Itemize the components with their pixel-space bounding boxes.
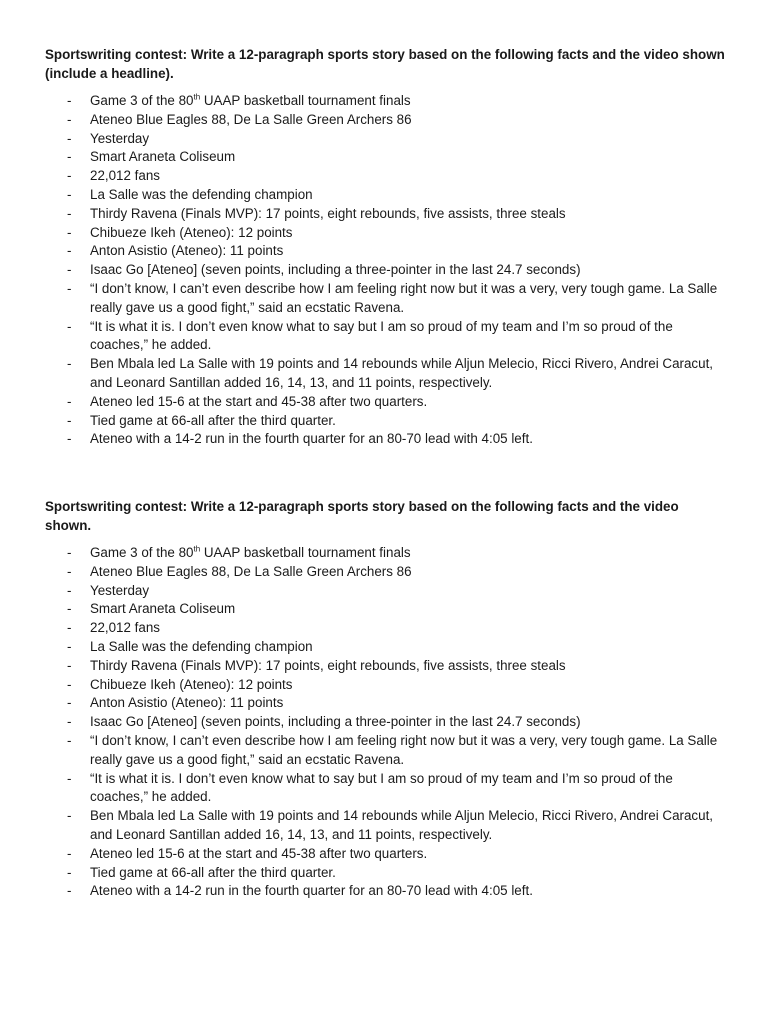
fact-text: “It is what it is. I don’t even know what to say but I am so proud of my team and I’m so proud of the coaches,” he added. [90,770,673,805]
ordinal-superscript: th [193,92,201,102]
fact-text: Thirdy Ravena (Finals MVP): 17 points, eight rebounds, five assists, three steals [90,657,566,673]
fact-item [45,864,725,883]
prompt-section-headline [45,45,725,449]
fact-item [45,130,725,149]
fact-text: Game 3 of the 80 [90,93,194,108]
fact-item [45,600,725,619]
fact-item [45,582,725,601]
dash-bullet: - [67,864,72,880]
fact-text-continued: UAAP basketball tournament finals [200,93,411,108]
fact-text: Smart Araneta Coliseum [90,149,236,165]
dash-bullet: - [67,130,72,146]
fact-text: La Salle was the defending champion [90,186,313,202]
dash-bullet: - [67,638,72,654]
fact-text: 22,012 fans [90,620,160,636]
dash-bullet: - [67,280,72,296]
fact-item [45,638,725,657]
fact-item [45,224,725,243]
dash-bullet: - [67,770,72,786]
fact-item [45,205,725,224]
fact-text: Anton Asistio (Ateneo): 11 points [90,243,284,259]
fact-text: “It is what it is. I don’t even know what to say but I am so proud of my team and I’m so proud of the coaches,” he added. [90,318,673,353]
fact-item [45,882,725,901]
dash-bullet: - [67,431,72,447]
facts-list [45,92,725,449]
fact-text: Thirdy Ravena (Finals MVP): 17 points, eight rebounds, five assists, three steals [90,205,566,221]
ordinal-superscript: th [193,544,201,554]
fact-text: Ben Mbala led La Salle with 19 points and 14 rebounds while Aljun Melecio, Ricci Rivero, Andrei Caracut, and Leonard Santillan added 16, 14, 13, and 11 points, respectively. [90,356,714,390]
fact-text-continued: UAAP basketball tournament finals [200,545,411,560]
dash-bullet: - [67,732,72,748]
fact-item [45,280,725,318]
fact-text: “I don’t know, I can’t even describe how I am feeling right now but it was a very, very tough game. La Salle really gave us a good fight,” said an ecstatic Ravena. [90,732,718,767]
dash-bullet: - [67,676,72,692]
fact-item [45,694,725,713]
fact-item [45,355,725,393]
fact-text: “I don’t know, I can’t even describe how I am feeling right now but it was a very, very tough game. La Salle really gave us a good fight,” said an ecstatic Ravena. [90,280,718,315]
fact-item [45,167,725,186]
dash-bullet: - [67,412,72,428]
facts-list [45,544,725,901]
prompt-heading: Sportswriting contest: Write a 12-paragraph sports story based on the following facts and the video shown. [45,499,679,533]
dash-bullet: - [67,205,72,221]
dash-bullet: - [67,620,72,636]
dash-bullet: - [67,563,72,579]
fact-item [45,186,725,205]
dash-bullet: - [67,657,72,673]
fact-item [45,845,725,864]
fact-text: La Salle was the defending champion [90,638,313,654]
fact-text: Yesterday [90,130,150,146]
fact-item [45,676,725,695]
dash-bullet: - [67,224,72,240]
fact-item [45,242,725,261]
dash-bullet: - [67,695,72,711]
fact-text: Ateneo led 15-6 at the start and 45-38 after two quarters. [90,845,428,861]
fact-text: Isaac Go [Ateneo] (seven points, including a three-pointer in the last 24.7 seconds) [90,714,581,730]
fact-text: Smart Araneta Coliseum [90,601,236,617]
dash-bullet: - [67,262,72,278]
dash-bullet: - [67,714,72,730]
fact-item [45,619,725,638]
dash-bullet: - [67,601,72,617]
dash-bullet: - [67,318,72,334]
fact-item [45,807,725,845]
prompt-heading: Sportswriting contest: Write a 12-paragraph sports story based on the following facts and the video shown (include a headline). [45,47,725,81]
fact-item [45,261,725,280]
fact-text: Isaac Go [Ateneo] (seven points, including a three-pointer in the last 24.7 seconds) [90,262,581,278]
fact-item [45,318,725,356]
fact-text: Ateneo with a 14-2 run in the fourth quarter for an 80-70 lead with 4:05 left. [90,883,533,899]
dash-bullet: - [67,111,72,127]
fact-text: 22,012 fans [90,168,160,184]
fact-item [45,92,725,111]
dash-bullet: - [67,845,72,861]
fact-text: Ateneo Blue Eagles 88, De La Salle Green Archers 86 [90,563,412,579]
dash-bullet: - [67,393,72,409]
dash-bullet: - [67,168,72,184]
dash-bullet: - [67,545,72,560]
fact-text: Chibueze Ikeh (Ateneo): 12 points [90,676,293,692]
fact-item [45,111,725,130]
fact-text: Ateneo led 15-6 at the start and 45-38 after two quarters. [90,393,428,409]
fact-item [45,657,725,676]
fact-text: Chibueze Ikeh (Ateneo): 12 points [90,224,293,240]
fact-item [45,412,725,431]
fact-text: Tied game at 66-all after the third quarter. [90,864,336,880]
fact-text: Yesterday [90,582,150,598]
dash-bullet: - [67,149,72,165]
fact-item [45,732,725,770]
dash-bullet: - [67,356,72,372]
prompt-section-no-headline [45,497,725,901]
fact-item [45,148,725,167]
dash-bullet: - [67,186,72,202]
fact-text: Ateneo with a 14-2 run in the fourth quarter for an 80-70 lead with 4:05 left. [90,431,533,447]
fact-item [45,770,725,808]
fact-item [45,544,725,563]
fact-item [45,713,725,732]
fact-text: Tied game at 66-all after the third quarter. [90,412,336,428]
dash-bullet: - [67,93,72,108]
fact-item [45,393,725,412]
fact-item [45,563,725,582]
dash-bullet: - [67,808,72,824]
fact-text: Ben Mbala led La Salle with 19 points and 14 rebounds while Aljun Melecio, Ricci Rivero, Andrei Caracut, and Leonard Santillan added 16, 14, 13, and 11 points, respectively. [90,808,714,842]
fact-item [45,430,725,449]
dash-bullet: - [67,243,72,259]
fact-text: Ateneo Blue Eagles 88, De La Salle Green Archers 86 [90,111,412,127]
fact-text: Anton Asistio (Ateneo): 11 points [90,695,284,711]
dash-bullet: - [67,582,72,598]
fact-text: Game 3 of the 80 [90,545,194,560]
dash-bullet: - [67,883,72,899]
